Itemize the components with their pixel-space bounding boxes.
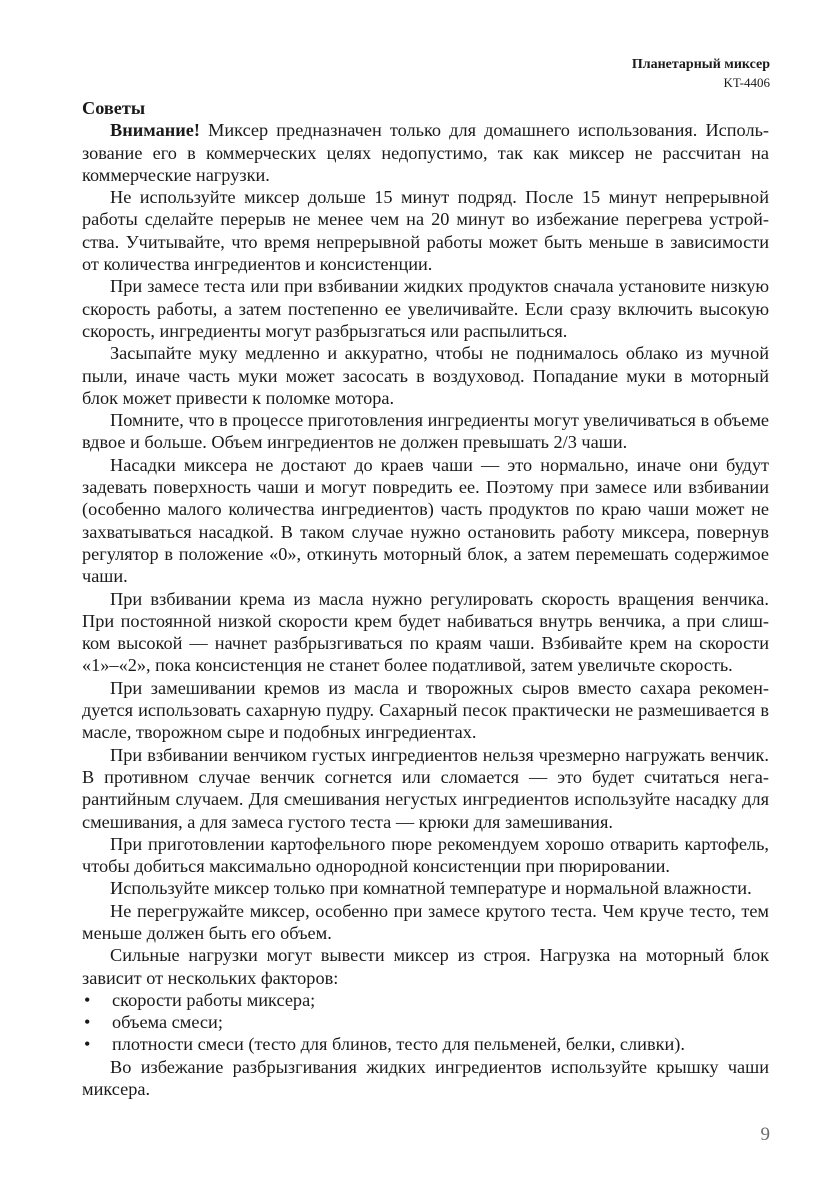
paragraph-whisk-load: При взбивании венчиком густых ингредиентов нельзя чрезмерно нагружать венчик. В противном случае венчик согнется или сломается — это будет считаться негарантийным случаем. Для смешивания негустых ингредиентов используйте насадку для смешивания, а для замеса густого теста — крюки для замешивания. [82,744,769,832]
list-item [82,989,769,1011]
paragraph-mashed-potatoes: При приготовлении картофельного пюре рекомендуем хорошо отварить картофель, чтобы добиться максимально однородной консистенции при пюрировании. [82,833,769,877]
attention-text: Миксер предназначен только для домашнего использования. Использование его в коммерческих целях недопустимо, так как миксер не рассчитан на коммерческие нагрузки. [82,120,769,185]
attention-label: Внимание! [110,120,200,141]
list-item [82,1011,769,1033]
list-item-text: объема смеси; [112,1012,223,1033]
paragraph-speed-start: При замесе теста или при взбивании жидких продуктов сначала установите низкую скорость работы, а затем постепенно ее увеличивайте. Если сразу включить высокую скорость, ингредиенты могут разбрызгаться или распылиться. [82,276,769,341]
paragraph-volume: Помните, что в процессе приготовления ингредиенты могут увеличиваться в объеме вдвое и больше. Объем ингредиентов не должен превышать 2/3 чаши. [82,410,769,453]
page-number: 9 [760,1124,770,1145]
load-factors-list [82,989,769,1056]
paragraph-room-temperature: Используйте миксер только при комнатной температуре и нормальной влажности. [110,878,752,899]
paragraph-overload: Не перегружайте миксер, особенно при замесе крутого теста. Чем круче тесто, тем меньше должен быть его объем. [82,900,769,943]
product-name: Планетарный миксер [631,57,770,72]
bullet-icon: • [84,989,91,1010]
paragraph-attachments: Насадки миксера не достают до краев чаши — это нормально, иначе они будут задевать поверхность чаши и могут повредить ее. Поэтому при замесе или взбивании (особенно малого количества ингредиентов) часть продуктов по краю чаши может не захватываться насадкой. В таком случае нужно остановить работу миксера, повернув регулятор в положение «0», откинуть моторный блок, а затем перемешать содержимое чаши. [82,454,769,587]
bullet-icon: • [84,1012,91,1033]
paragraph-powdered-sugar: При замешивании кремов из масла и творожных сыров вместо сахара рекомендуется использовать сахарную пудру. Сахарный песок практически не размешивается в масле, творожном сыре и подобных ингредиентах. [82,677,769,743]
paragraph-continuous-use: Не используйте миксер дольше 15 минут подряд. После 15 минут непрерывной работы сделайте перерыв не менее чем на 20 минут во избежание перегрева устройства. Учитывайте, что время непрерывной работы может быть меньше в зависимости от количества ингредиентов и консистенции. [82,187,769,275]
paragraph-load-factors: Сильные нагрузки могут вывести миксер из строя. Нагрузка на моторный блок зависит от нескольких факторов: [82,945,769,988]
model-number: KT-4406 [723,75,770,90]
section-heading: Советы [82,98,146,118]
list-item-text: плотности смеси (тесто для блинов, тесто для пельменей, белки, сливки). [112,1034,685,1055]
list-item-text: скорости работы миксера; [112,989,316,1010]
running-header [632,56,770,91]
bullet-icon: • [84,1034,91,1055]
paragraph-bowl-lid: Во избежание разбрызгивания жидких ингредиентов используйте крышку чаши миксера. [82,1056,769,1100]
paragraph-butter-cream: При взбивании крема из масла нужно регулировать скорость вращения венчика. При постоянной низкой скорости крем будет набиваться внутрь венчика, а при слишком высокой — начнет разбрызгиваться по краям чаши. Взбивайте крем на скорости «1»–«2», пока консистенция не станет более податливой, затем увеличьте скорость. [82,588,769,676]
paragraph-flour: Засыпайте муку медленно и аккуратно, чтобы не поднималось облако из мучной пыли, иначе часть муки может засосать в воздуховод. Попадание муки в моторный блок может привести к поломке мотора. [82,343,769,408]
attention-paragraph [82,119,769,186]
list-item [82,1033,769,1055]
page-body [82,97,769,1100]
